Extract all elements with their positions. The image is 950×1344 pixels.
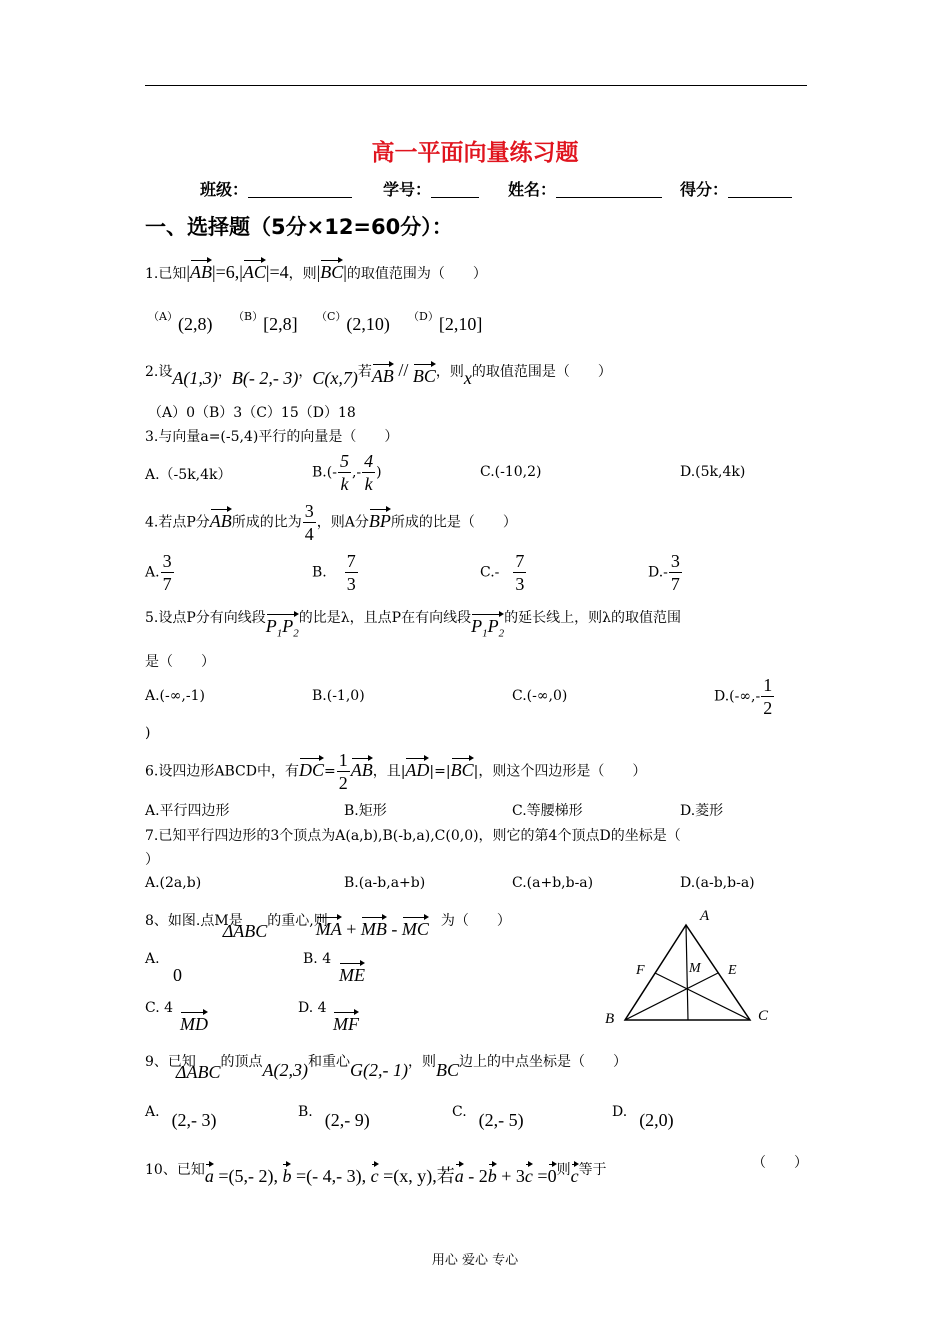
q5-option-d[interactable]: D.(-∞,- $\frac{1}{2}$ xyxy=(714,675,773,718)
q5-option-b[interactable]: B.(-1,0) xyxy=(312,688,365,704)
q7-option-b[interactable]: B.(a-b,a+b) xyxy=(344,875,426,891)
page-footer: 用心 爱心 专心 xyxy=(431,1253,519,1268)
q6-option-c[interactable]: C.等腰梯形 xyxy=(512,803,583,819)
q3-option-a[interactable]: A.（-5k,4k） xyxy=(145,467,232,483)
q9-option-b[interactable]: B. (2,- 9) xyxy=(298,1104,370,1130)
header-rule xyxy=(145,85,807,86)
id-field: 学号： xyxy=(383,177,479,200)
q3-option-b[interactable]: B.(- $\frac{5}{k}$ ,- $\frac{4}{k}$ ) xyxy=(312,451,382,494)
q5-stem-cont: 是（ ） xyxy=(145,654,215,670)
label-f: F xyxy=(636,963,645,978)
q9-option-a[interactable]: A. (2,- 3) xyxy=(145,1104,217,1130)
q2-options[interactable]: （A）0（B）3（C）15（D）18 xyxy=(148,405,356,421)
name-field: 姓名： xyxy=(508,177,662,200)
question-8: 8、如图.点M是ΔABC的重心,则MA + MB - MC 为（ ） xyxy=(145,913,511,941)
question-9: 9、已知ΔABC的顶点A(2,3)和重心G(2,- 1)，则BC边上的中点坐标是（ ） xyxy=(145,1054,627,1082)
q1-option-a[interactable]: （A）(2,8) xyxy=(148,310,213,334)
q7-option-d[interactable]: D.(a-b,b-a) xyxy=(680,875,755,891)
q10-answer-paren: （ ） xyxy=(752,1155,808,1171)
q3-option-c[interactable]: C.(-10,2) xyxy=(480,464,542,480)
question-4: 4.若点P分AB所成的比为 $\frac{3}{4}$ ，则A分BP所成的比是（ ） xyxy=(145,501,517,544)
question-6: 6.设四边形ABCD中，有DC= $\frac{1}{2}$ AB，且|AD|=|BC|，则这个四边形是（ ） xyxy=(145,750,647,793)
score-blank[interactable] xyxy=(728,179,792,198)
question-5: 5.设点P分有向线段$P_1P_2$的比是λ，且点P在有向线段$P_1P_2$的延长线上，则λ的取值范围 xyxy=(145,610,681,640)
q4-option-a[interactable]: A. $\frac{3}{7}$ xyxy=(145,551,172,594)
question-7: 7.已知平行四边形的3个顶点为A(a,b),B(-b,a),C(0,0)，则它的第4个顶点D的坐标是（ xyxy=(145,828,681,844)
q7-option-a[interactable]: A.(2a,b) xyxy=(145,875,202,891)
id-blank[interactable] xyxy=(431,179,479,198)
q5-option-a[interactable]: A.(-∞,-1) xyxy=(145,688,205,704)
q6-option-b[interactable]: B.矩形 xyxy=(344,803,387,819)
q6-option-a[interactable]: A.平行四边形 xyxy=(145,803,230,819)
class-blank[interactable] xyxy=(248,179,352,198)
q1-option-c[interactable]: （C）(2,10) xyxy=(316,310,390,334)
median-c xyxy=(655,973,750,1020)
q9-option-c[interactable]: C. (2,- 5) xyxy=(452,1104,524,1130)
q5-option-c[interactable]: C.(-∞,0) xyxy=(512,688,568,704)
label-c: C xyxy=(758,1008,769,1024)
q8-option-d[interactable]: D. 4 MF xyxy=(298,1000,359,1034)
centroid-figure xyxy=(598,903,778,1033)
q4-option-b[interactable]: B. $\frac{7}{3}$ xyxy=(312,551,356,594)
name-blank[interactable] xyxy=(556,179,662,198)
class-field: 班级： xyxy=(200,177,352,200)
q9-option-d[interactable]: D. (2,0) xyxy=(612,1104,674,1130)
section-heading: 一、选择题（5分×12=60分）： xyxy=(145,215,453,239)
q8-option-b[interactable]: B. 4 ME xyxy=(303,951,365,985)
q1-option-d[interactable]: （D）[2,10] xyxy=(408,310,483,334)
median-b xyxy=(625,973,718,1020)
q1-option-b[interactable]: （B）[2,8] xyxy=(233,310,298,334)
q6-option-d[interactable]: D.菱形 xyxy=(680,803,724,819)
page-title: 高一平面向量练习题 xyxy=(371,140,579,166)
question-3: 3.与向量a=(-5,4)平行的向量是（ ） xyxy=(145,429,399,445)
question-7-cont: ） xyxy=(145,852,159,868)
label-m: M xyxy=(689,961,701,976)
label-a: A xyxy=(700,908,710,924)
label-e: E xyxy=(728,963,737,978)
question-10: 10、已知a =(5,- 2), b =(- 4,- 3), c =(x, y),若a - 2b + 3c =0则c等于 xyxy=(145,1150,607,1180)
q5-option-d-close: ) xyxy=(145,725,151,741)
q8-option-c[interactable]: C. 4 MD xyxy=(145,1000,208,1034)
q4-option-c[interactable]: C.- $\frac{7}{3}$ xyxy=(480,551,525,594)
median-a xyxy=(686,925,688,1020)
q3-option-d[interactable]: D.(5k,4k) xyxy=(680,464,746,480)
q7-option-c[interactable]: C.(a+b,b-a) xyxy=(512,875,594,891)
q4-option-d[interactable]: D.- $\frac{3}{7}$ xyxy=(648,551,680,594)
label-b: B xyxy=(605,1011,615,1027)
question-2: 2.设A(1,3)，B(- 2,- 3)，C(x,7)若AB // BC，则x的取值范围是（ ） xyxy=(145,360,612,388)
score-field: 得分： xyxy=(680,177,792,200)
q8-option-a[interactable]: A. 0 xyxy=(145,951,182,985)
question-1: 1.已知|AB|=6,|AC|=4，则|BC|的取值范围为（ ） xyxy=(145,254,487,283)
